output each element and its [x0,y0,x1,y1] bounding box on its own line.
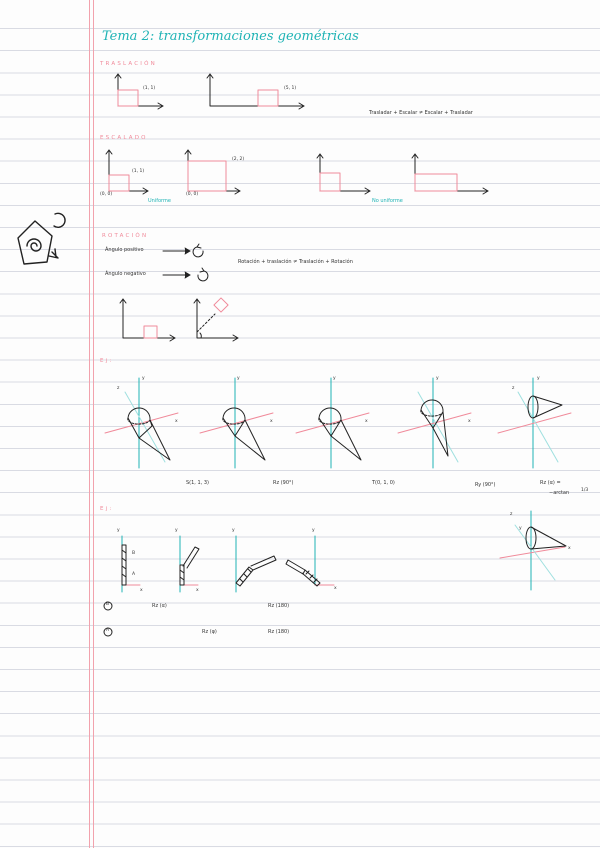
ej1-axis-y-5: y [537,376,540,381]
ej2-seg-label-b: B [132,551,136,556]
ej2-b-step-1: Rz (α) [152,603,167,609]
ej1-figure-3 [296,378,369,468]
ej2-axis-y-2: y [175,528,178,533]
ej2-circle-b-label: B [106,602,110,607]
ej1-axis-y-4: y [436,376,439,381]
ej1-label-2: Rz (90°) [273,480,294,486]
escalado-no-uniforme: No uniforme [372,198,403,204]
ej2-circle-b [104,602,112,610]
sticker-doodle-icon [18,213,65,264]
ej2-a-step-1: Rz (φ) [202,629,217,635]
section-traslacion: TRASLACIÓN [100,61,157,67]
ej1-label-1: S(1, 1, 3) [186,480,209,486]
ej2-a-step-2: Rz (180) [268,629,290,635]
ej1-axis-x-2: x [270,419,273,424]
ej2-figure-2 [180,536,199,592]
ej2-axis-z: z [510,512,513,517]
traslacion-diagram-1 [115,74,163,109]
page-title: Tema 2: transformaciones geométricas [102,29,359,44]
ej2-figure-1 [122,536,140,592]
ej1-axis-x-4: x [468,419,471,424]
ej2-axis-x-3: x [334,586,337,591]
rotacion-note: Rotación + traslación ≠ Traslación + Rotación [238,259,353,265]
ej1-figure-1 [105,378,178,468]
section-rotacion: ROTACIÓN [102,233,149,239]
traslacion-point-2: (5, 1) [284,86,297,91]
section-ej2: Ej: [100,506,114,512]
escalado-origin-2: (0, 0) [186,192,199,197]
ej2-circle-a [104,628,112,636]
rotacion-diagram-2 [194,298,238,341]
rotacion-diagram-1 [120,299,175,341]
traslacion-point-1: (1, 1) [143,86,156,91]
ej1-label-4: Ry (90°) [475,482,496,488]
ej1-label-5-fraction: 1/3 [581,488,589,493]
ej1-axis-y-3: y [333,376,336,381]
ej1-figure-5 [498,378,571,468]
escalado-diagram-3 [317,154,370,194]
ej1-axis-y-1: y [142,376,145,381]
ej2-axis-y-3: y [232,528,235,533]
section-ej1: Ej: [100,358,114,364]
ej2-axis-y-1: y [117,528,120,533]
escalado-uniforme: Uniforme [148,198,171,204]
ej1-label-3: T(0, 1, 0) [372,480,395,486]
ej1-figure-4 [398,378,471,468]
ej1-figure-2 [200,378,273,468]
ej2-axis-x-1: x [140,588,143,593]
ej1-axis-x-1: x [175,419,178,424]
escalado-diagram-4 [412,154,488,194]
ej2-seg-label-a: A [132,572,136,577]
ej2-axis-y-5: y [519,526,522,531]
escalado-point-2: (2, 2) [232,157,245,162]
section-escalado: ESCALADO [100,135,148,141]
ej2-figure-4 [286,536,334,586]
arrow-positive-icon [163,244,203,257]
rotacion-positivo: Ángulo positivo [105,247,144,253]
ej1-axis-z-5: z [512,386,515,391]
escalado-origin-1: (0, 0) [100,192,113,197]
rotacion-negativo: Ángulo negativo [105,271,146,277]
escalado-diagram-1 [106,150,148,194]
ej1-label-5-bottom: −arctan [549,490,570,496]
ej2-axis-x-2: x [196,588,199,593]
ej1-axis-y-2: y [237,376,240,381]
ej1-label-5-top: Rz (α) = [540,480,561,486]
ej2-axis-y-4: y [312,528,315,533]
escalado-point-1: (1, 1) [132,169,145,174]
ej1-axis-x-3: x [365,419,368,424]
traslacion-note: Trasladar + Escalar ≠ Escalar + Trasladar [369,110,473,116]
ej1-axis-z-1: z [117,386,120,391]
traslacion-diagram-2 [207,74,304,109]
ej2-circle-a-label: A [106,628,110,633]
ej2-figure-5 [500,511,566,590]
ej2-figure-3 [236,536,276,592]
escalado-diagram-2 [185,150,240,194]
arrow-negative-icon [163,268,208,281]
ej2-axis-x-5: x [568,546,571,551]
ej2-b-step-2: Rz (180) [268,603,290,609]
